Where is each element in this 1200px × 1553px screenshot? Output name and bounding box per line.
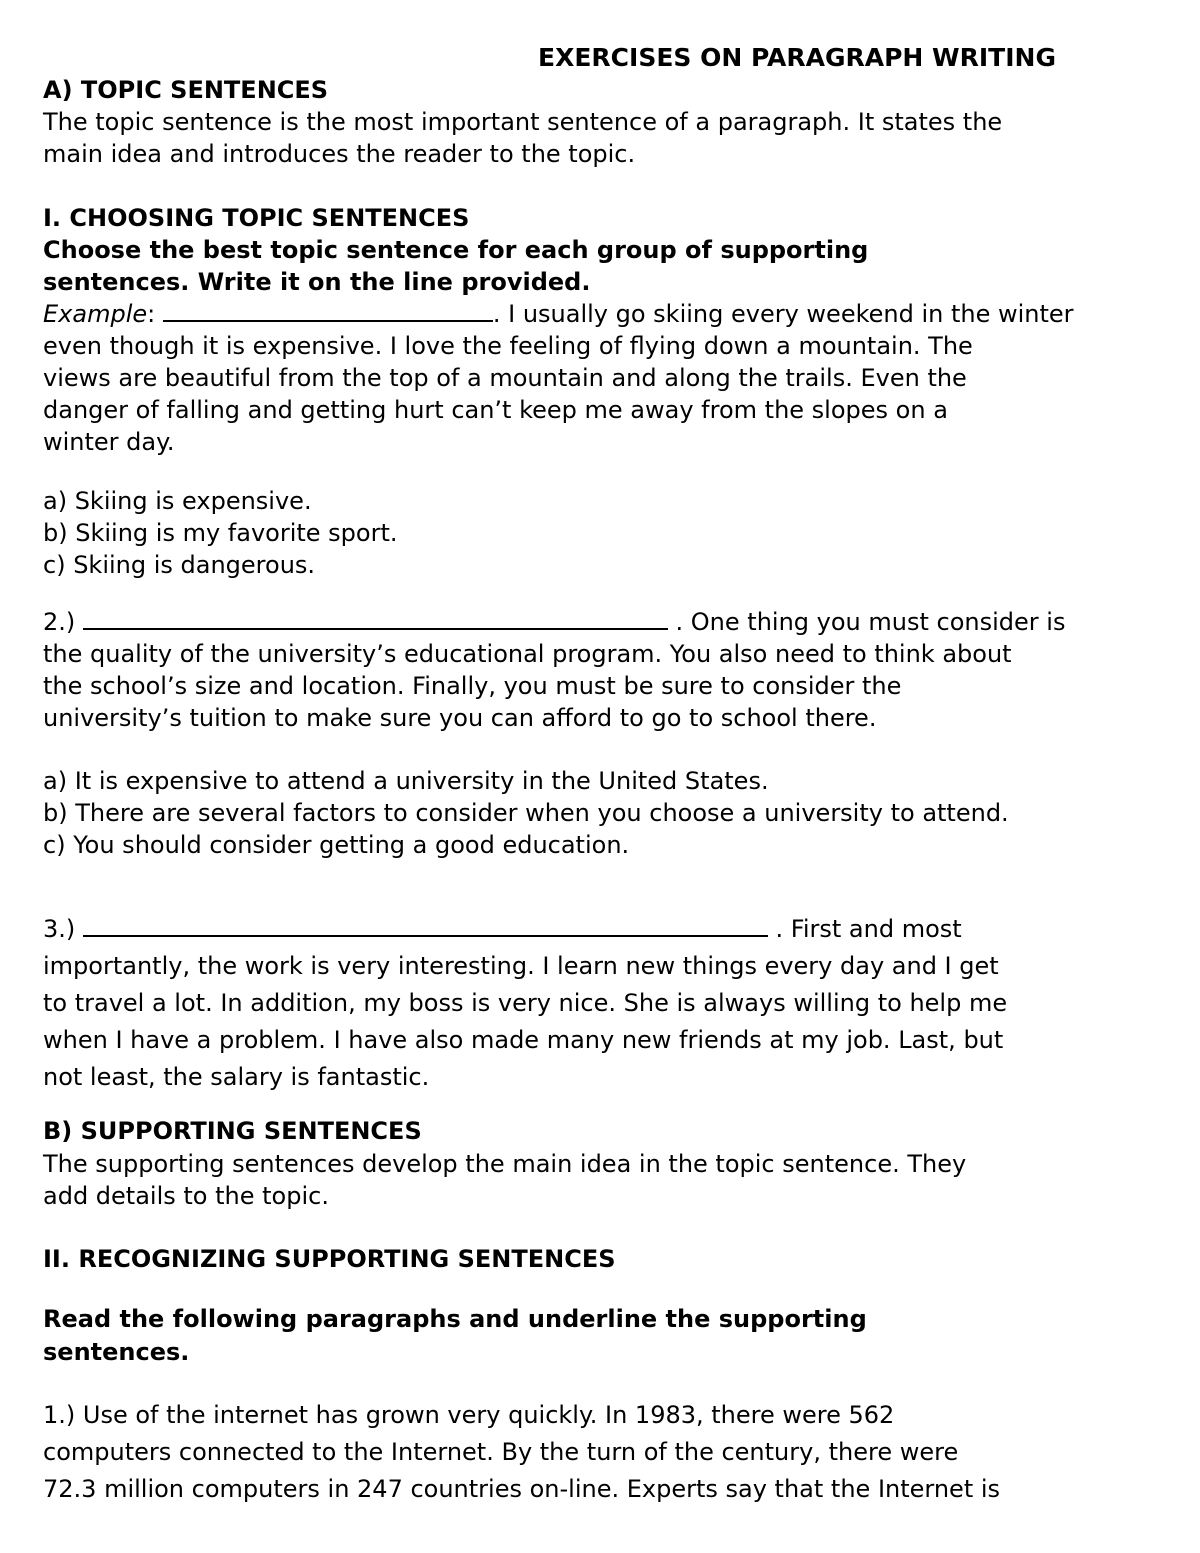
q3-answer-blank[interactable]	[83, 915, 768, 937]
example-first-line	[43, 298, 1074, 330]
part2-heading: II. RECOGNIZING SUPPORTING SENTENCES	[43, 1245, 616, 1273]
part1-heading: I. CHOOSING TOPIC SENTENCES	[43, 204, 470, 232]
section-a-heading: A) TOPIC SENTENCES	[43, 76, 329, 104]
part1-instruction-line: Choose the best topic sentence for each group of supporting	[43, 236, 869, 264]
q2-line: university’s tuition to make sure you can afford to go to school there.	[43, 704, 877, 732]
example-label: Example	[43, 300, 148, 328]
example-option: c) Skiing is dangerous.	[43, 551, 316, 579]
section-b-intro-line: add details to the topic.	[43, 1182, 329, 1210]
page-title: EXERCISES ON PARAGRAPH WRITING	[538, 43, 1056, 72]
section-b-heading: B) SUPPORTING SENTENCES	[43, 1117, 422, 1145]
q3-line: when I have a problem. I have also made many new friends at my job. Last, but	[43, 1026, 1004, 1054]
q2-line: the quality of the university’s educational program. You also need to think about	[43, 640, 1012, 668]
section-a-intro-line: main idea and introduces the reader to the topic.	[43, 140, 636, 168]
q2-number: 2.)	[43, 608, 76, 636]
example-first-text: . I usually go skiing every weekend in the winter	[492, 300, 1074, 328]
example-line: danger of falling and getting hurt can’t keep me away from the slopes on a	[43, 396, 948, 424]
p1-line: 72.3 million computers in 247 countries on-line. Experts say that the Internet is	[43, 1475, 1001, 1503]
q3-line: importantly, the work is very interesting. I learn new things every day and I get	[43, 952, 999, 980]
example-option: a) Skiing is expensive.	[43, 487, 312, 515]
q2-first-line	[43, 606, 1065, 638]
part1-instruction-line: sentences. Write it on the line provided.	[43, 268, 591, 296]
example-line: even though it is expensive. I love the feeling of flying down a mountain. The	[43, 332, 973, 360]
q2-option: b) There are several factors to consider when you choose a university to attend.	[43, 799, 1009, 827]
p1-line: computers connected to the Internet. By the turn of the century, there were	[43, 1438, 959, 1466]
example-answer-blank[interactable]	[163, 300, 493, 322]
q2-option: a) It is expensive to attend a university in the United States.	[43, 767, 769, 795]
q2-answer-blank[interactable]	[83, 608, 668, 630]
example-colon: :	[147, 300, 156, 328]
q3-first-line	[43, 913, 962, 945]
part2-instruction-line: Read the following paragraphs and underline the supporting	[43, 1305, 867, 1333]
q2-option: c) You should consider getting a good education.	[43, 831, 630, 859]
example-line: views are beautiful from the top of a mountain and along the trails. Even the	[43, 364, 967, 392]
example-option: b) Skiing is my favorite sport.	[43, 519, 398, 547]
example-line: winter day.	[43, 428, 175, 456]
q3-first-text: . First and most	[767, 915, 962, 943]
part2-instruction-line: sentences.	[43, 1338, 190, 1366]
q2-line: the school’s size and location. Finally, you must be sure to consider the	[43, 672, 902, 700]
q3-line: to travel a lot. In addition, my boss is very nice. She is always willing to help me	[43, 989, 1008, 1017]
q3-number: 3.)	[43, 915, 76, 943]
q2-first-text: . One thing you must consider is	[667, 608, 1066, 636]
q3-line: not least, the salary is fantastic.	[43, 1063, 430, 1091]
p1-line: 1.) Use of the internet has grown very quickly. In 1983, there were 562	[43, 1401, 895, 1429]
section-a-intro-line: The topic sentence is the most important sentence of a paragraph. It states the	[43, 108, 1003, 136]
section-b-intro-line: The supporting sentences develop the main idea in the topic sentence. They	[43, 1150, 967, 1178]
